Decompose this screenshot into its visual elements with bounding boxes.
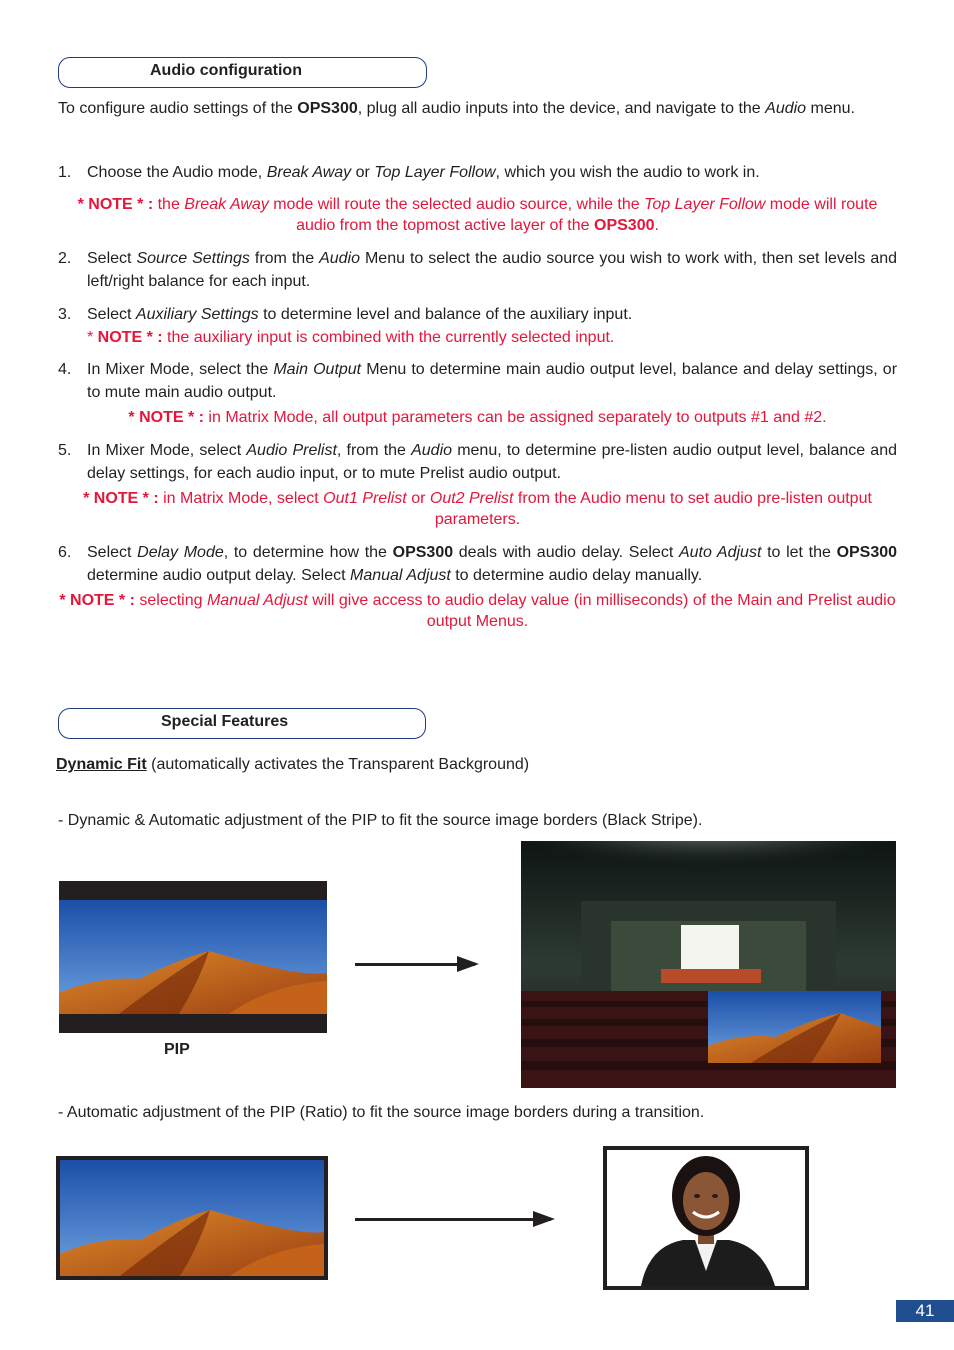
list-item-number: 1. bbox=[58, 164, 72, 181]
list-item-number: 3. bbox=[58, 306, 72, 323]
dynamic-fit-desc: (automatically activates the Transparent Background) bbox=[146, 756, 530, 773]
desert-illustration bbox=[59, 881, 327, 1033]
desert-illustration-2 bbox=[56, 1156, 328, 1280]
woman-portrait-illustration bbox=[603, 1146, 809, 1290]
note-5: * NOTE * : in Matrix Mode, select Out1 Prelist or Out2 Prelist from the Audio menu to set audio pre-listen output parameters. bbox=[83, 490, 872, 528]
desert-image-framed bbox=[56, 1156, 328, 1280]
note-3: * NOTE * : the auxiliary input is combined with the currently selected input. bbox=[87, 329, 615, 346]
page-number: 41 bbox=[896, 1300, 954, 1322]
arrow-right-icon bbox=[355, 963, 475, 966]
note-4: * NOTE * : in Matrix Mode, all output parameters can be assigned separately to outputs #1 and #2. bbox=[128, 409, 827, 426]
list-item-text: Select Source Settings from the Audio Menu to select the audio source you wish to work with, then set levels and left/right balance for each input. bbox=[87, 250, 898, 290]
portrait-image bbox=[603, 1146, 809, 1290]
pip-caption: PIP bbox=[164, 1041, 190, 1058]
arrow-right-icon-2 bbox=[355, 1218, 551, 1221]
note-1: * NOTE * : the Break Away mode will route the selected audio source, while the Top Layer Follow mode will route audio from the topmost active layer of the OPS300. bbox=[77, 196, 878, 234]
list-item-number: 6. bbox=[58, 544, 72, 561]
note-6: * NOTE * : selecting Manual Adjust will give access to audio delay value (in milliseconds) of the Main and Prelist audio output Menus. bbox=[59, 592, 896, 630]
bullet-dynamic-adjust: - Dynamic & Automatic adjustment of the PIP to fit the source image borders (Black Stripe). bbox=[58, 812, 703, 829]
section-heading-special bbox=[58, 708, 426, 739]
dynamic-fit-label: Dynamic Fit bbox=[56, 756, 147, 773]
section-heading-audio bbox=[58, 57, 427, 88]
list-item-number: 4. bbox=[58, 361, 72, 378]
section-heading-audio-label: Audio configuration bbox=[150, 62, 302, 79]
auditorium-image bbox=[521, 841, 896, 1088]
bullet-ratio-adjust: - Automatic adjustment of the PIP (Ratio) to fit the source image borders during a transition. bbox=[58, 1104, 705, 1121]
list-item-number: 2. bbox=[58, 250, 72, 267]
list-item-text: Select Delay Mode, to determine how the OPS300 deals with audio delay. Select Auto Adjust to let the OPS300 determine audio output delay. Select Manual Adjust to determine audio delay manually. bbox=[87, 544, 898, 584]
dynamic-fit-line bbox=[56, 755, 529, 775]
list-item-text: In Mixer Mode, select the Main Output Menu to determine main audio output level, balance and delay settings, or to mute main audio output. bbox=[87, 361, 898, 401]
section-heading-special-label: Special Features bbox=[161, 713, 289, 730]
audio-intro: To configure audio settings of the OPS300, plug all audio inputs into the device, and navigate to the Audio menu. bbox=[58, 100, 855, 117]
auditorium-illustration bbox=[521, 841, 896, 1088]
list-item-text: In Mixer Mode, select Audio Prelist, from the Audio menu, to determine pre-listen audio output level, balance and delay settings, for each audio input, or to mute Prelist audio output. bbox=[87, 442, 897, 482]
desert-image-letterboxed bbox=[59, 881, 327, 1033]
list-item-text: Choose the Audio mode, Break Away or Top Layer Follow, which you wish the audio to work in. bbox=[87, 164, 760, 181]
list-item-text: Select Auxiliary Settings to determine level and balance of the auxiliary input. bbox=[87, 306, 633, 323]
list-item-number: 5. bbox=[58, 442, 72, 459]
